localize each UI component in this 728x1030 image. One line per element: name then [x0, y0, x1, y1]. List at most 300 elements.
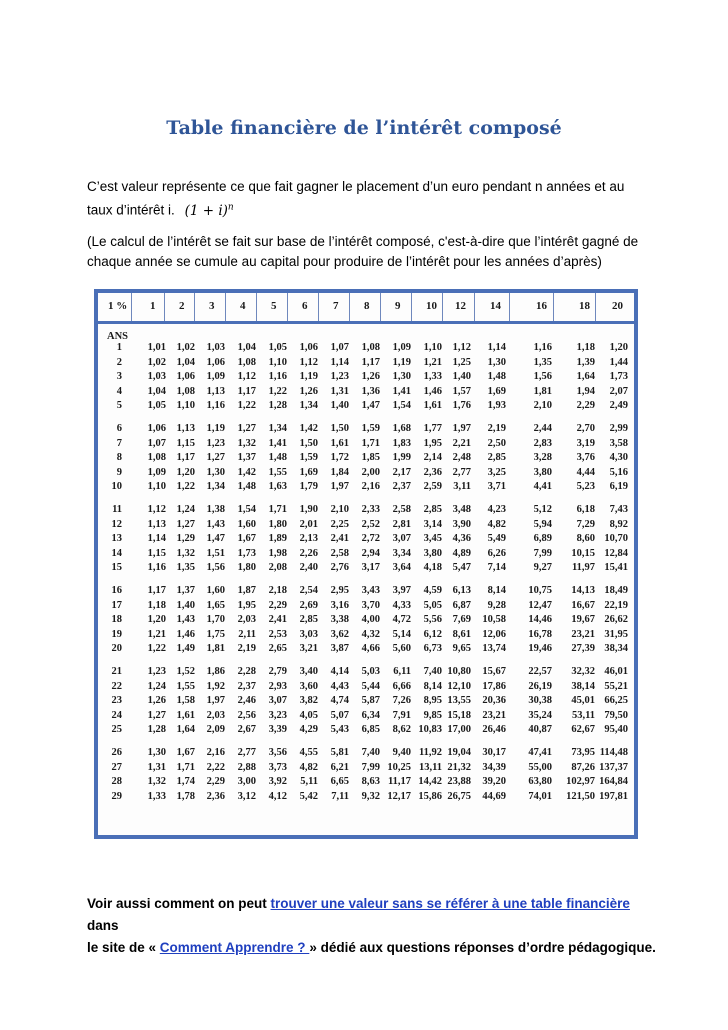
value-cell: 1,12: [452, 342, 471, 353]
value-cell: 1,32: [176, 547, 195, 559]
value-cell: 2,29: [206, 776, 225, 788]
value-cell: 8,60: [576, 533, 595, 545]
value-cell: 2,79: [268, 666, 287, 677]
value-cell: 1,68: [392, 423, 411, 434]
value-cell: 3,80: [423, 547, 442, 559]
value-cell: 22,57: [528, 666, 552, 677]
value-cell: 5,12: [533, 504, 552, 515]
year-cell: 17: [111, 599, 122, 611]
value-cell: 10,75: [528, 585, 552, 596]
value-cell: 6,13: [452, 585, 471, 596]
value-cell: 1,30: [392, 371, 411, 383]
value-cell: 17,00: [447, 724, 471, 736]
years-label: ANS: [107, 331, 129, 342]
value-cell: 3,07: [392, 533, 411, 545]
value-cell: 4,14: [330, 666, 349, 677]
value-cell: 2,53: [268, 628, 287, 640]
value-cell: 2,40: [299, 562, 318, 574]
table-row: [98, 585, 634, 599]
header-divider: [131, 293, 132, 321]
value-cell: 1,03: [206, 342, 225, 353]
value-cell: 1,16: [533, 342, 552, 353]
value-cell: 5,42: [299, 790, 318, 802]
value-cell: 2,28: [237, 666, 256, 677]
value-cell: 2,54: [299, 585, 318, 596]
value-cell: 1,26: [361, 371, 380, 383]
value-cell: 1,27: [147, 709, 166, 721]
rate-header: 6: [302, 300, 308, 312]
value-cell: 3,92: [268, 776, 287, 788]
value-cell: 40,87: [528, 724, 552, 736]
value-cell: 2,95: [330, 585, 349, 596]
value-cell: 1,71: [176, 761, 195, 773]
value-cell: 1,56: [533, 371, 552, 383]
value-cell: 2,19: [487, 423, 506, 434]
value-cell: 1,16: [268, 371, 287, 383]
value-cell: 2,69: [299, 599, 318, 611]
value-cell: 1,16: [147, 562, 166, 574]
value-cell: 1,08: [361, 342, 380, 353]
year-cell: 19: [111, 628, 122, 640]
value-cell: 2,03: [206, 709, 225, 721]
value-cell: 1,73: [609, 371, 628, 383]
value-cell: 2,70: [576, 423, 595, 434]
value-cell: 2,17: [392, 466, 411, 478]
header-divider: [349, 293, 350, 321]
value-cell: 1,90: [299, 504, 318, 515]
document-title: Table financière de l’intérêt composé: [166, 117, 562, 139]
value-cell: 3,80: [533, 466, 552, 478]
value-cell: 12,17: [387, 790, 411, 802]
value-cell: 2,36: [206, 790, 225, 802]
value-cell: 1,20: [609, 342, 628, 353]
table-row: [98, 614, 634, 628]
value-cell: 1,26: [299, 385, 318, 397]
value-cell: 38,34: [604, 643, 628, 655]
value-cell: 1,22: [237, 400, 256, 412]
value-cell: 1,05: [268, 342, 287, 353]
value-cell: 19,67: [571, 614, 595, 626]
header-divider: [256, 293, 257, 321]
value-cell: 79,50: [604, 709, 628, 721]
value-cell: 12,47: [528, 599, 552, 611]
value-cell: 114,48: [599, 747, 628, 758]
value-cell: 102,97: [566, 776, 595, 788]
value-cell: 1,15: [176, 437, 195, 449]
value-cell: 2,18: [268, 585, 287, 596]
value-cell: 1,72: [330, 452, 349, 464]
value-cell: 1,70: [206, 614, 225, 626]
rate-header: 14: [490, 300, 501, 312]
value-cell: 3,56: [268, 747, 287, 758]
table-row: [98, 481, 634, 495]
value-cell: 7,99: [361, 761, 380, 773]
value-cell: 2,76: [330, 562, 349, 574]
value-cell: 5,07: [330, 709, 349, 721]
value-cell: 1,07: [147, 437, 166, 449]
value-cell: 1,12: [147, 504, 166, 515]
footer-text-1: Voir aussi comment on peut: [87, 896, 271, 911]
header-divider: [318, 293, 319, 321]
value-cell: 6,85: [361, 724, 380, 736]
value-cell: 4,32: [361, 628, 380, 640]
table-row: [98, 504, 634, 518]
value-cell: 11,92: [418, 747, 442, 758]
header-divider: [194, 293, 195, 321]
value-cell: 3,58: [609, 437, 628, 449]
value-cell: 1,32: [147, 776, 166, 788]
value-cell: 1,56: [206, 562, 225, 574]
value-cell: 2,81: [392, 518, 411, 530]
value-cell: 3,00: [237, 776, 256, 788]
value-cell: 1,14: [147, 533, 166, 545]
value-cell: 6,89: [533, 533, 552, 545]
value-cell: 1,41: [392, 385, 411, 397]
value-cell: 4,74: [330, 695, 349, 707]
intro-line-2: taux d’intérêt i.: [87, 202, 175, 218]
value-cell: 1,01: [147, 342, 166, 353]
value-cell: 6,65: [330, 776, 349, 788]
value-cell: 11,97: [571, 562, 595, 574]
value-cell: 4,05: [299, 709, 318, 721]
year-cell: 1: [116, 342, 122, 353]
value-cell: 1,34: [268, 423, 287, 434]
header-divider: [509, 293, 510, 321]
rate-header: 3: [209, 300, 215, 312]
value-cell: 1,40: [452, 371, 471, 383]
value-cell: 1,49: [176, 643, 195, 655]
table-row: [98, 357, 634, 371]
value-cell: 2,99: [609, 423, 628, 434]
value-cell: 5,16: [609, 466, 628, 478]
value-cell: 39,20: [482, 776, 506, 788]
value-cell: 2,83: [533, 437, 552, 449]
value-cell: 1,31: [147, 761, 166, 773]
rate-header: 8: [364, 300, 370, 312]
value-cell: 6,26: [487, 547, 506, 559]
value-cell: 1,04: [237, 342, 256, 353]
value-cell: 1,27: [237, 423, 256, 434]
value-cell: 53,11: [571, 709, 595, 721]
value-cell: 5,60: [392, 643, 411, 655]
table-row: [98, 791, 634, 805]
value-cell: 1,30: [206, 466, 225, 478]
value-cell: 1,14: [330, 356, 349, 368]
value-cell: 1,59: [299, 452, 318, 464]
value-cell: 3,40: [299, 666, 318, 677]
value-cell: 1,48: [268, 452, 287, 464]
value-cell: 23,88: [447, 776, 471, 788]
value-cell: 2,37: [392, 481, 411, 493]
value-cell: 1,18: [147, 599, 166, 611]
value-cell: 20,36: [482, 695, 506, 707]
value-cell: 1,19: [206, 423, 225, 434]
year-cell: 27: [111, 761, 122, 773]
value-cell: 1,38: [206, 504, 225, 515]
value-cell: 1,35: [176, 562, 195, 574]
note-line-2: chaque année se cumule au capital pour produire de l’intérêt pour les années d’après): [87, 254, 602, 269]
value-cell: 6,87: [452, 599, 471, 611]
value-cell: 26,19: [528, 680, 552, 692]
value-cell: 1,69: [487, 385, 506, 397]
value-cell: 2,85: [487, 452, 506, 464]
value-cell: 2,77: [237, 747, 256, 758]
year-cell: 18: [111, 614, 122, 626]
value-cell: 1,25: [452, 356, 471, 368]
value-cell: 1,42: [237, 466, 256, 478]
value-cell: 2,14: [423, 452, 442, 464]
value-cell: 1,57: [452, 385, 471, 397]
value-cell: 7,43: [609, 504, 628, 515]
value-cell: 164,84: [599, 776, 628, 788]
rate-header: 7: [333, 300, 339, 312]
comment-apprendre-link[interactable]: Comment Apprendre ?: [159, 940, 310, 955]
value-cell: 35,24: [528, 709, 552, 721]
value-cell: 6,34: [361, 709, 380, 721]
value-cell: 1,61: [176, 709, 195, 721]
value-cell: 3,48: [452, 504, 471, 515]
value-cell: 1,95: [237, 599, 256, 611]
value-cell: 1,75: [206, 628, 225, 640]
value-cell: 1,67: [237, 533, 256, 545]
value-cell: 5,47: [452, 562, 471, 574]
value-cell: 1,16: [206, 400, 225, 412]
table-lookup-link[interactable]: trouver une valeur sans se référer à une table financière: [270, 896, 630, 911]
rate-header: 1: [150, 300, 156, 312]
interest-table: [94, 289, 638, 839]
value-cell: 55,00: [528, 761, 552, 773]
value-cell: 1,29: [176, 533, 195, 545]
year-cell: 28: [111, 776, 122, 788]
value-cell: 9,65: [452, 643, 471, 655]
value-cell: 1,27: [176, 518, 195, 530]
year-cell: 4: [116, 385, 122, 397]
value-cell: 1,09: [206, 371, 225, 383]
value-cell: 1,63: [268, 481, 287, 493]
year-cell: 14: [111, 547, 122, 559]
value-cell: 1,20: [176, 466, 195, 478]
intro-line-1: C’est valeur représente ce que fait gagner le placement d’un euro pendant n années et au: [87, 179, 625, 194]
value-cell: 1,12: [299, 356, 318, 368]
value-cell: 1,37: [176, 585, 195, 596]
value-cell: 1,71: [361, 437, 380, 449]
value-cell: 16,67: [571, 599, 595, 611]
value-cell: 3,45: [423, 533, 442, 545]
value-cell: 3,11: [453, 481, 471, 493]
value-cell: 12,10: [447, 680, 471, 692]
value-cell: 9,32: [361, 790, 380, 802]
value-cell: 63,80: [528, 776, 552, 788]
value-cell: 5,44: [361, 680, 380, 692]
value-cell: 23,21: [482, 709, 506, 721]
value-cell: 1,13: [176, 423, 195, 434]
value-cell: 3,76: [576, 452, 595, 464]
value-cell: 26,46: [482, 724, 506, 736]
value-cell: 30,38: [528, 695, 552, 707]
value-cell: 2,48: [452, 452, 471, 464]
value-cell: 1,80: [237, 562, 256, 574]
value-cell: 13,74: [482, 643, 506, 655]
value-cell: 3,60: [299, 680, 318, 692]
value-cell: 2,10: [330, 504, 349, 515]
value-cell: 3,23: [268, 709, 287, 721]
table-row: [98, 724, 634, 738]
value-cell: 1,09: [392, 342, 411, 353]
value-cell: 1,97: [206, 695, 225, 707]
value-cell: 1,13: [147, 518, 166, 530]
rate-header: 16: [536, 300, 547, 312]
rate-header: 4: [240, 300, 246, 312]
table-row: [98, 519, 634, 533]
value-cell: 1,73: [237, 547, 256, 559]
value-cell: 1,99: [392, 452, 411, 464]
table-row: [98, 400, 634, 414]
value-cell: 3,43: [361, 585, 380, 596]
value-cell: 2,65: [268, 643, 287, 655]
value-cell: 1,97: [330, 481, 349, 493]
value-cell: 1,18: [576, 342, 595, 353]
table-row: [98, 681, 634, 695]
value-cell: 1,47: [361, 400, 380, 412]
value-cell: 1,28: [268, 400, 287, 412]
value-cell: 1,71: [268, 504, 287, 515]
value-cell: 7,14: [487, 562, 506, 574]
value-cell: 74,01: [528, 790, 552, 802]
value-cell: 1,61: [423, 400, 442, 412]
year-cell: 24: [111, 709, 122, 721]
value-cell: 2,22: [206, 761, 225, 773]
value-cell: 1,84: [330, 466, 349, 478]
value-cell: 4,00: [361, 614, 380, 626]
value-cell: 62,67: [571, 724, 595, 736]
value-cell: 5,14: [392, 628, 411, 640]
value-cell: 1,55: [176, 680, 195, 692]
value-cell: 1,85: [361, 452, 380, 464]
value-cell: 1,30: [147, 747, 166, 758]
year-cell: 15: [111, 562, 122, 574]
value-cell: 26,62: [604, 614, 628, 626]
value-cell: 10,58: [482, 614, 506, 626]
value-cell: 34,39: [482, 761, 506, 773]
value-cell: 4,30: [609, 452, 628, 464]
value-cell: 1,77: [423, 423, 442, 434]
table-row: [98, 452, 634, 466]
value-cell: 7,69: [452, 614, 471, 626]
value-cell: 95,40: [604, 724, 628, 736]
value-cell: 3,64: [392, 562, 411, 574]
value-cell: 1,92: [206, 680, 225, 692]
value-cell: 1,14: [487, 342, 506, 353]
value-cell: 1,51: [206, 547, 225, 559]
value-cell: 32,32: [571, 666, 595, 677]
value-cell: 4,33: [392, 599, 411, 611]
value-cell: 2,52: [361, 518, 380, 530]
value-cell: 1,40: [330, 400, 349, 412]
value-cell: 1,50: [299, 437, 318, 449]
value-cell: 1,95: [423, 437, 442, 449]
year-cell: 9: [116, 466, 122, 478]
value-cell: 5,05: [423, 599, 442, 611]
value-cell: 15,86: [418, 790, 442, 802]
value-cell: 1,78: [176, 790, 195, 802]
value-cell: 1,58: [176, 695, 195, 707]
value-cell: 197,81: [599, 790, 628, 802]
value-cell: 3,28: [533, 452, 552, 464]
value-cell: 1,94: [576, 385, 595, 397]
value-cell: 1,46: [176, 628, 195, 640]
value-cell: 1,50: [330, 423, 349, 434]
value-cell: 1,33: [423, 371, 442, 383]
value-cell: 2,13: [299, 533, 318, 545]
value-cell: 1,35: [533, 356, 552, 368]
value-cell: 1,08: [176, 385, 195, 397]
value-cell: 1,44: [609, 356, 628, 368]
value-cell: 1,60: [237, 518, 256, 530]
value-cell: 1,20: [147, 614, 166, 626]
year-cell: 6: [116, 423, 122, 434]
value-cell: 1,06: [147, 423, 166, 434]
value-cell: 7,91: [392, 709, 411, 721]
value-cell: 8,63: [361, 776, 380, 788]
value-cell: 5,49: [487, 533, 506, 545]
table-row: [98, 710, 634, 724]
value-cell: 7,11: [331, 790, 349, 802]
value-cell: 14,46: [528, 614, 552, 626]
rate-header: 20: [612, 300, 623, 312]
value-cell: 1,03: [147, 371, 166, 383]
value-cell: 1,09: [147, 466, 166, 478]
footer-text-2: dans: [87, 918, 119, 933]
table-row: [98, 423, 634, 437]
value-cell: 3,90: [452, 518, 471, 530]
value-cell: 1,10: [176, 400, 195, 412]
header-divider: [380, 293, 381, 321]
value-cell: 1,19: [392, 356, 411, 368]
value-cell: 6,73: [423, 643, 442, 655]
table-row: [98, 467, 634, 481]
table-header-row: [98, 293, 634, 324]
value-cell: 16,78: [528, 628, 552, 640]
value-cell: 4,44: [576, 466, 595, 478]
value-cell: 15,67: [482, 666, 506, 677]
value-cell: 3,38: [330, 614, 349, 626]
value-cell: 1,34: [206, 481, 225, 493]
value-cell: 1,32: [237, 437, 256, 449]
value-cell: 8,14: [487, 585, 506, 596]
year-cell: 2: [116, 356, 122, 368]
value-cell: 47,41: [528, 747, 552, 758]
value-cell: 1,47: [206, 533, 225, 545]
value-cell: 2,16: [206, 747, 225, 758]
value-cell: 1,97: [452, 423, 471, 434]
value-cell: 1,24: [176, 504, 195, 515]
value-cell: 1,54: [237, 504, 256, 515]
value-cell: 1,37: [237, 452, 256, 464]
value-cell: 9,85: [423, 709, 442, 721]
header-divider: [595, 293, 596, 321]
value-cell: 11,17: [387, 776, 411, 788]
value-cell: 15,18: [447, 709, 471, 721]
value-cell: 1,31: [330, 385, 349, 397]
value-cell: 1,17: [361, 356, 380, 368]
value-cell: 10,80: [447, 666, 471, 677]
value-cell: 1,81: [533, 385, 552, 397]
value-cell: 1,39: [576, 356, 595, 368]
value-cell: 6,19: [609, 481, 628, 493]
value-cell: 1,10: [147, 481, 166, 493]
rate-header: 5: [271, 300, 277, 312]
value-cell: 7,40: [361, 747, 380, 758]
